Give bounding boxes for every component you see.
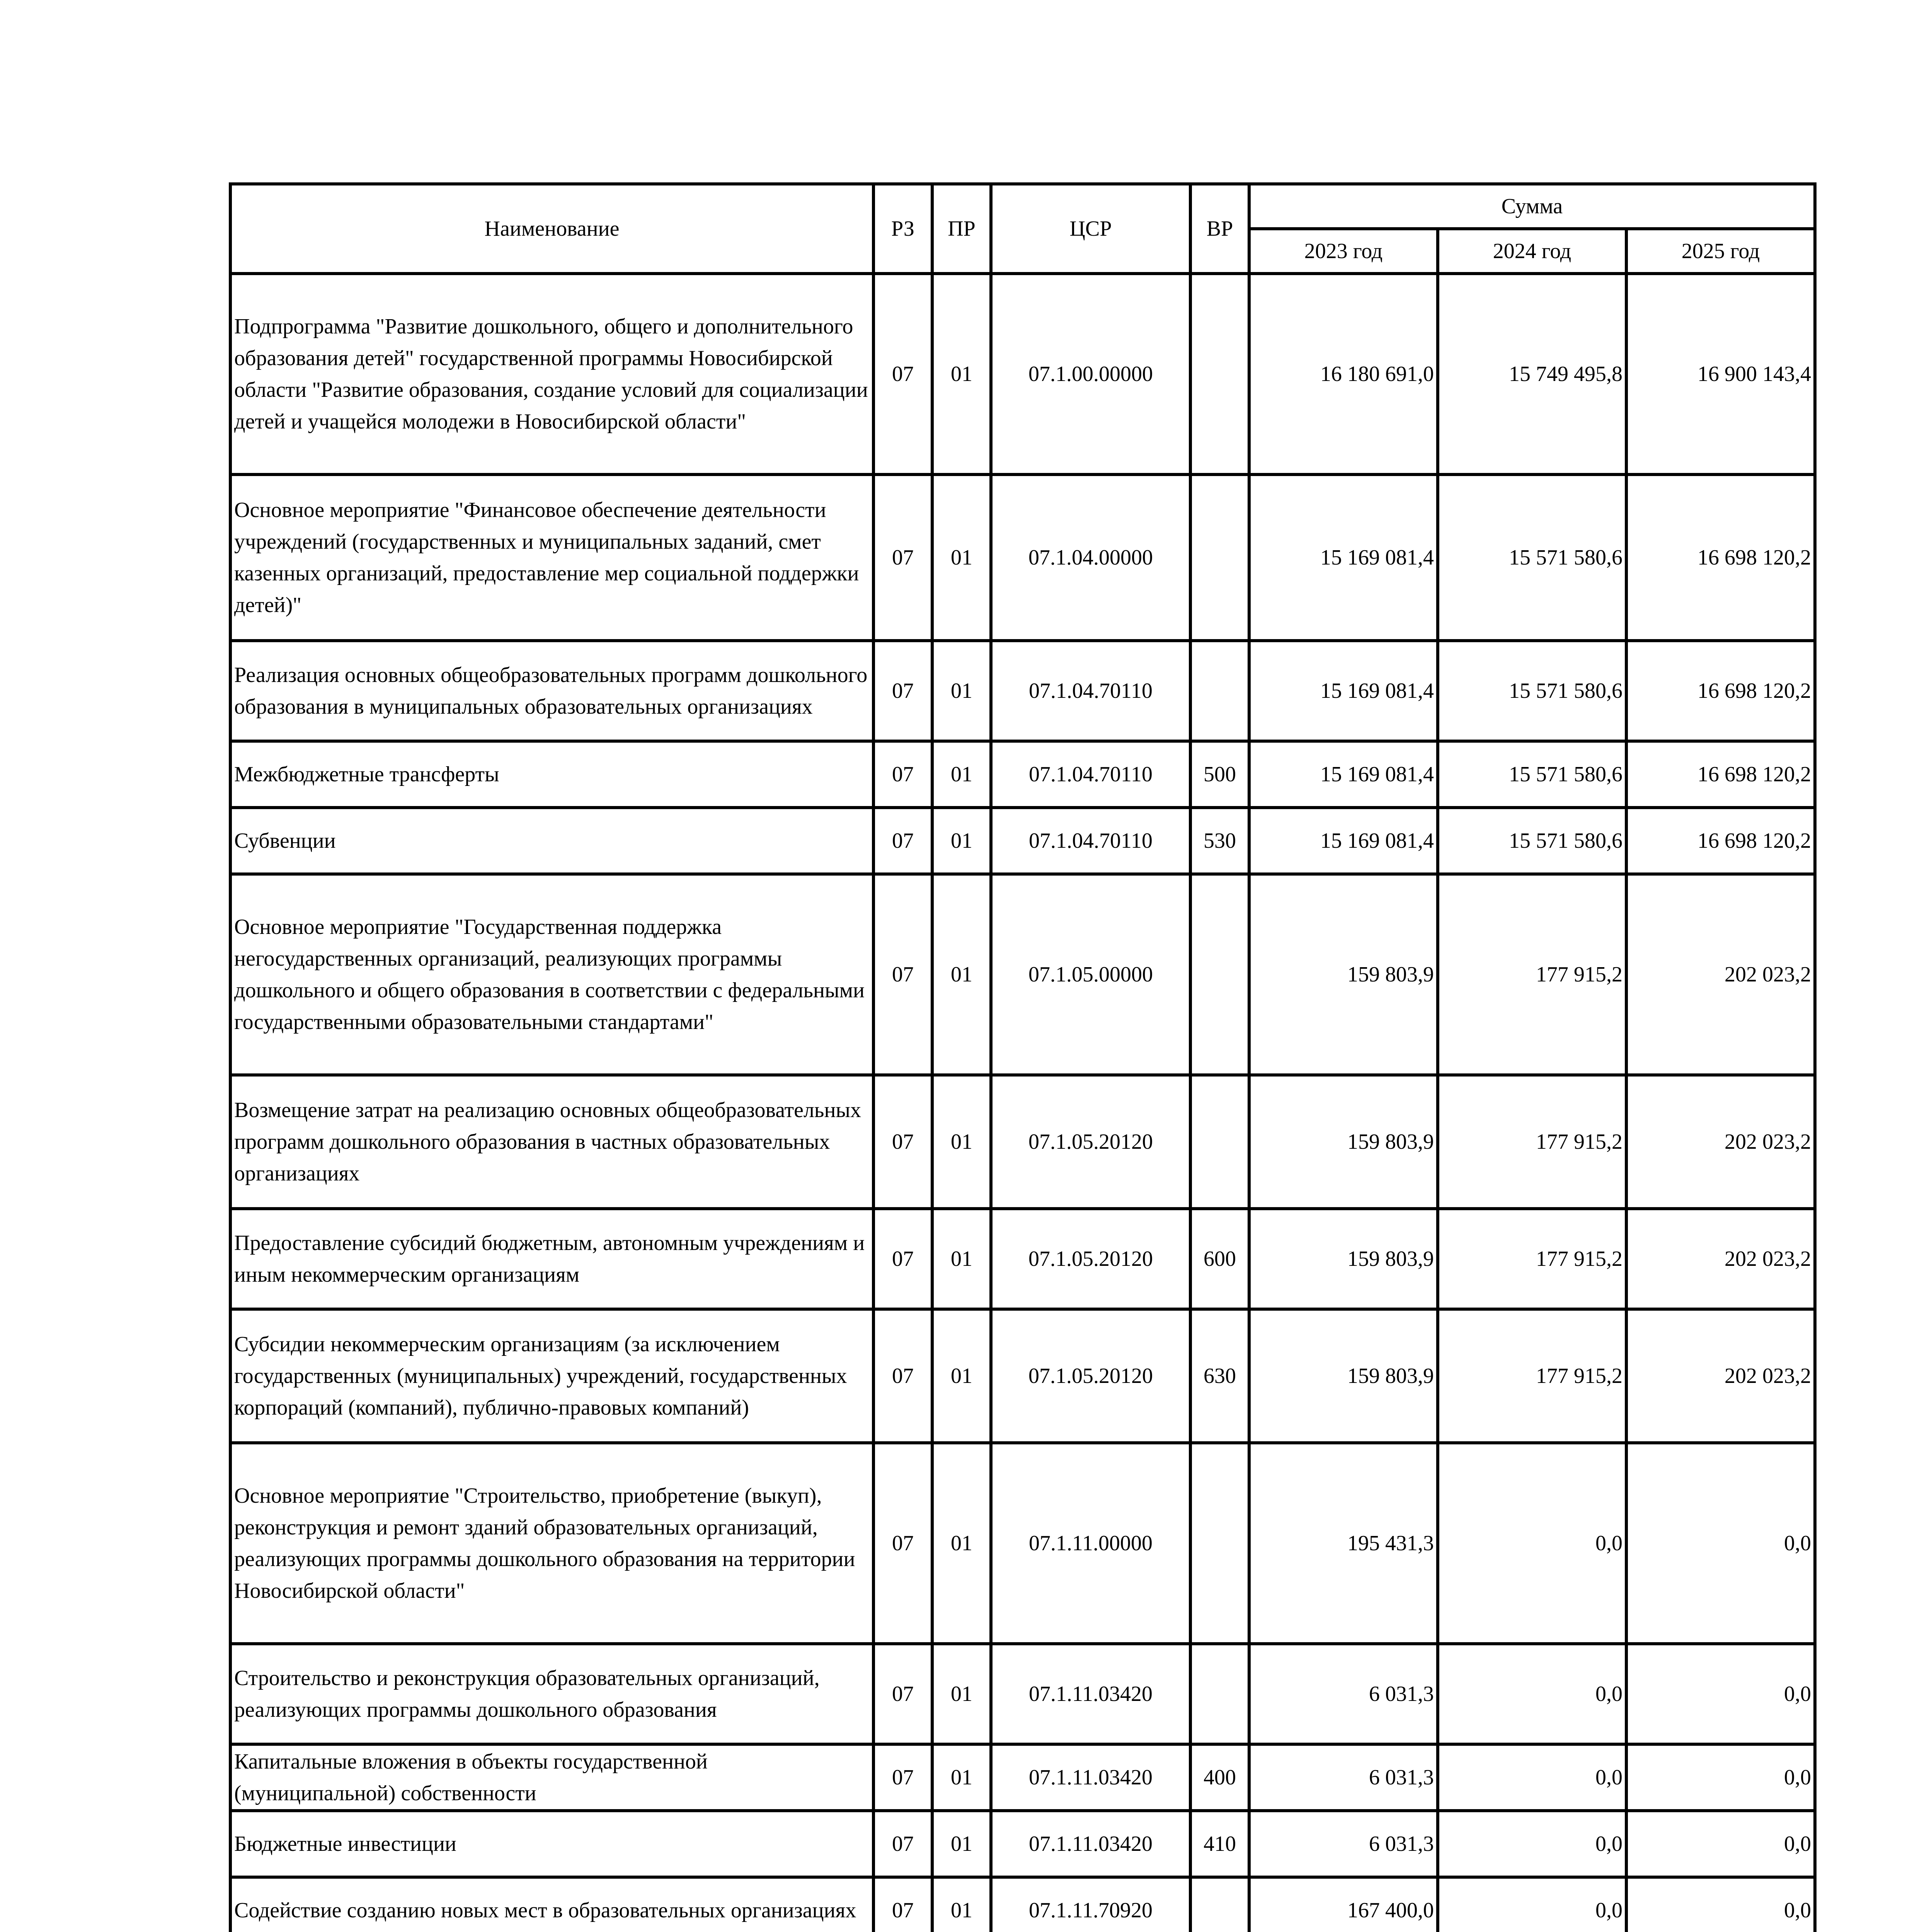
row-name: Основное мероприятие "Государственная поддержка негосударственных организаций, реализующих программы дошкольного и общего образования в соответствии с федеральными государственными образовательными стандартами": [230, 874, 873, 1075]
row-name: Капитальные вложения в объекты государственной (муниципальной) собственности: [230, 1744, 873, 1811]
row-amount-2024: 15 571 580,6: [1438, 474, 1626, 641]
row-vr: 600: [1190, 1209, 1249, 1309]
row-vr: [1190, 1644, 1249, 1744]
row-amount-2023: 15 169 081,4: [1249, 741, 1438, 808]
row-vr: [1190, 1443, 1249, 1644]
row-pr: 01: [932, 1644, 991, 1744]
row-amount-2024: 177 915,2: [1438, 1309, 1626, 1443]
row-name: Возмещение затрат на реализацию основных общеобразовательных программ дошкольного образования в частных образовательных организациях: [230, 1075, 873, 1209]
row-csr: 07.1.04.70110: [991, 808, 1190, 874]
row-rz: 07: [873, 808, 932, 874]
row-amount-2024: 15 571 580,6: [1438, 808, 1626, 874]
row-rz: 07: [873, 1209, 932, 1309]
row-name: Бюджетные инвестиции: [230, 1811, 873, 1877]
table-row: [230, 1075, 1815, 1209]
row-name: Субвенции: [230, 808, 873, 874]
row-rz: 07: [873, 274, 932, 474]
row-csr: 07.1.11.03420: [991, 1811, 1190, 1877]
header-vr: ВР: [1190, 184, 1249, 274]
row-pr: 01: [932, 641, 991, 741]
row-name: Предоставление субсидий бюджетным, автономным учреждениям и иным некоммерческим организациям: [230, 1209, 873, 1309]
row-name: Подпрограмма "Развитие дошкольного, общего и дополнительного образования детей" государственной программы Новосибирской области "Развитие образования, создание условий для социализации детей и учащейся молодежи в Новосибирской области": [230, 274, 873, 474]
row-amount-2023: 15 169 081,4: [1249, 641, 1438, 741]
row-amount-2023: 159 803,9: [1249, 1309, 1438, 1443]
row-rz: 07: [873, 641, 932, 741]
row-amount-2025: 202 023,2: [1626, 1309, 1815, 1443]
row-amount-2024: 177 915,2: [1438, 874, 1626, 1075]
row-csr: 07.1.05.20120: [991, 1075, 1190, 1209]
row-amount-2025: 0,0: [1626, 1443, 1815, 1644]
table-body: [230, 274, 1815, 1932]
row-vr: 500: [1190, 741, 1249, 808]
row-name: Реализация основных общеобразовательных программ дошкольного образования в муниципальных образовательных организациях: [230, 641, 873, 741]
header-year-2024: 2024 год: [1438, 229, 1626, 274]
header-rz: РЗ: [873, 184, 932, 274]
row-amount-2023: 15 169 081,4: [1249, 808, 1438, 874]
row-amount-2024: 15 571 580,6: [1438, 641, 1626, 741]
row-vr: [1190, 874, 1249, 1075]
row-amount-2024: 0,0: [1438, 1811, 1626, 1877]
row-amount-2024: 0,0: [1438, 1644, 1626, 1744]
table-row: [230, 1209, 1815, 1309]
row-pr: 01: [932, 1075, 991, 1209]
row-amount-2025: 202 023,2: [1626, 1209, 1815, 1309]
row-name: Содействие созданию новых мест в образовательных организациях: [230, 1877, 873, 1932]
row-amount-2025: 16 698 120,2: [1626, 808, 1815, 874]
table-row: [230, 274, 1815, 474]
table-row: [230, 1744, 1815, 1811]
row-amount-2025: 0,0: [1626, 1811, 1815, 1877]
row-rz: 07: [873, 1443, 932, 1644]
row-amount-2023: 195 431,3: [1249, 1443, 1438, 1644]
header-pr: ПР: [932, 184, 991, 274]
row-vr: [1190, 274, 1249, 474]
row-csr: 07.1.11.00000: [991, 1443, 1190, 1644]
table-row: [230, 741, 1815, 808]
row-amount-2024: 177 915,2: [1438, 1209, 1626, 1309]
row-amount-2023: 159 803,9: [1249, 1075, 1438, 1209]
row-amount-2023: 159 803,9: [1249, 1209, 1438, 1309]
header-sum: Сумма: [1249, 184, 1815, 229]
row-csr: 07.1.04.70110: [991, 641, 1190, 741]
row-amount-2023: 6 031,3: [1249, 1644, 1438, 1744]
row-vr: 400: [1190, 1744, 1249, 1811]
row-rz: 07: [873, 1811, 932, 1877]
row-vr: [1190, 1877, 1249, 1932]
row-amount-2025: 16 698 120,2: [1626, 641, 1815, 741]
row-amount-2025: 16 900 143,4: [1626, 274, 1815, 474]
row-pr: 01: [932, 1209, 991, 1309]
row-amount-2023: 6 031,3: [1249, 1744, 1438, 1811]
row-amount-2025: 16 698 120,2: [1626, 474, 1815, 641]
row-amount-2023: 6 031,3: [1249, 1811, 1438, 1877]
row-amount-2025: 0,0: [1626, 1644, 1815, 1744]
row-pr: 01: [932, 1877, 991, 1932]
row-amount-2025: 0,0: [1626, 1744, 1815, 1811]
row-amount-2024: 15 749 495,8: [1438, 274, 1626, 474]
table-row: [230, 1443, 1815, 1644]
row-amount-2023: 15 169 081,4: [1249, 474, 1438, 641]
table-row: [230, 874, 1815, 1075]
row-csr: 07.1.05.20120: [991, 1209, 1190, 1309]
row-vr: [1190, 641, 1249, 741]
row-amount-2024: 15 571 580,6: [1438, 741, 1626, 808]
row-vr: [1190, 1075, 1249, 1209]
row-csr: 07.1.05.00000: [991, 874, 1190, 1075]
table-row: [230, 474, 1815, 641]
row-csr: 07.1.05.20120: [991, 1309, 1190, 1443]
row-rz: 07: [873, 1309, 932, 1443]
row-amount-2024: 177 915,2: [1438, 1075, 1626, 1209]
row-csr: 07.1.11.70920: [991, 1877, 1190, 1932]
budget-table: [229, 182, 1817, 1932]
row-csr: 07.1.11.03420: [991, 1644, 1190, 1744]
row-amount-2023: 16 180 691,0: [1249, 274, 1438, 474]
row-pr: 01: [932, 1744, 991, 1811]
row-amount-2025: 16 698 120,2: [1626, 741, 1815, 808]
row-rz: 07: [873, 474, 932, 641]
row-name: Субсидии некоммерческим организациям (за исключением государственных (муниципальных) учреждений, государственных корпораций (компаний), публично-правовых компаний): [230, 1309, 873, 1443]
header-name: Наименование: [230, 184, 873, 274]
row-vr: 410: [1190, 1811, 1249, 1877]
row-amount-2024: 0,0: [1438, 1744, 1626, 1811]
row-amount-2024: 0,0: [1438, 1443, 1626, 1644]
row-rz: 07: [873, 1744, 932, 1811]
row-pr: 01: [932, 808, 991, 874]
table-row: [230, 1644, 1815, 1744]
row-amount-2025: 202 023,2: [1626, 874, 1815, 1075]
row-csr: 07.1.04.00000: [991, 474, 1190, 641]
row-name: Основное мероприятие "Строительство, приобретение (выкуп), реконструкция и ремонт зданий образовательных организаций, реализующих программы дошкольного образования на территории Новосибирской области": [230, 1443, 873, 1644]
header-year-2025: 2025 год: [1626, 229, 1815, 274]
row-name: Строительство и реконструкция образовательных организаций, реализующих программы дошкольного образования: [230, 1644, 873, 1744]
row-rz: 07: [873, 1644, 932, 1744]
row-name: Межбюджетные трансферты: [230, 741, 873, 808]
row-vr: [1190, 474, 1249, 641]
row-name: Основное мероприятие "Финансовое обеспечение деятельности учреждений (государственных и муниципальных заданий, смет казенных организаций, предоставление мер социальной поддержки детей)": [230, 474, 873, 641]
row-vr: 530: [1190, 808, 1249, 874]
row-amount-2023: 167 400,0: [1249, 1877, 1438, 1932]
table-row: [230, 641, 1815, 741]
row-csr: 07.1.00.00000: [991, 274, 1190, 474]
row-pr: 01: [932, 1811, 991, 1877]
table-row: [230, 808, 1815, 874]
row-pr: 01: [932, 274, 991, 474]
header-year-2023: 2023 год: [1249, 229, 1438, 274]
row-pr: 01: [932, 474, 991, 641]
row-vr: 630: [1190, 1309, 1249, 1443]
row-rz: 07: [873, 1075, 932, 1209]
row-pr: 01: [932, 1443, 991, 1644]
table-row: [230, 1309, 1815, 1443]
row-rz: 07: [873, 874, 932, 1075]
row-amount-2023: 159 803,9: [1249, 874, 1438, 1075]
table-row: [230, 1877, 1815, 1932]
row-pr: 01: [932, 741, 991, 808]
row-rz: 07: [873, 741, 932, 808]
row-amount-2025: 202 023,2: [1626, 1075, 1815, 1209]
row-pr: 01: [932, 874, 991, 1075]
row-amount-2024: 0,0: [1438, 1877, 1626, 1932]
row-amount-2025: 0,0: [1626, 1877, 1815, 1932]
table-row: [230, 1811, 1815, 1877]
row-csr: 07.1.04.70110: [991, 741, 1190, 808]
row-pr: 01: [932, 1309, 991, 1443]
header-csr: ЦСР: [991, 184, 1190, 274]
row-csr: 07.1.11.03420: [991, 1744, 1190, 1811]
row-rz: 07: [873, 1877, 932, 1932]
